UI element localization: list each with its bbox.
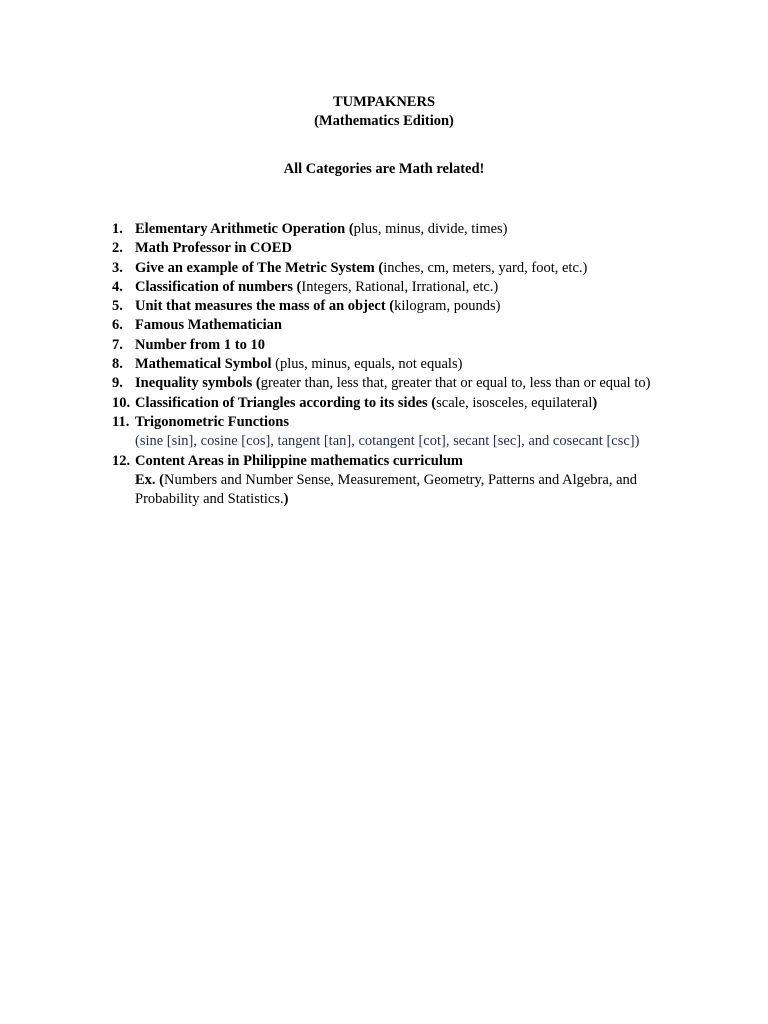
item-closing-paren: ) bbox=[592, 394, 598, 411]
item-examples: kilogram, pounds) bbox=[394, 298, 501, 315]
list-item bbox=[112, 374, 712, 393]
category-list bbox=[112, 220, 712, 509]
item-category: Elementary Arithmetic Operation ( bbox=[135, 221, 354, 237]
item-number: 5. bbox=[112, 298, 123, 315]
item-examples-line: (sine [sin], cosine [cos], tangent [tan], cotangent [cot], secant [sec], and cosecant [csc]) bbox=[135, 433, 640, 450]
item-number: 11. bbox=[112, 413, 130, 430]
list-item bbox=[112, 297, 712, 316]
item-closing-paren: ) bbox=[283, 491, 289, 508]
item-category: Mathematical Symbol bbox=[135, 356, 272, 373]
item-examples-line bbox=[135, 490, 712, 509]
item-number: 6. bbox=[112, 317, 123, 334]
item-category: Unit that measures the mass of an object ( bbox=[135, 298, 395, 315]
item-category: Classification of numbers ( bbox=[135, 278, 302, 295]
item-number: 3. bbox=[112, 259, 123, 276]
item-number: 9. bbox=[112, 375, 123, 392]
list-item bbox=[112, 394, 712, 413]
document-title: TUMPAKNERS bbox=[332, 94, 436, 110]
item-category: Math Professor in COED bbox=[135, 240, 292, 257]
item-examples: (plus, minus, equals, not equals) bbox=[271, 356, 463, 373]
item-number: 2. bbox=[112, 240, 123, 257]
list-item bbox=[112, 239, 712, 258]
list-item bbox=[112, 220, 712, 239]
list-item bbox=[112, 413, 712, 452]
item-category: Give an example of The Metric System ( bbox=[135, 259, 384, 276]
item-category: Content Areas in Philippine mathematics curriculum bbox=[135, 452, 463, 469]
list-item bbox=[112, 355, 712, 374]
item-examples: inches, cm, meters, yard, foot, etc.) bbox=[383, 259, 588, 276]
item-examples: plus, minus, divide, times) bbox=[353, 221, 508, 237]
document-subtitle: (Mathematics Edition) bbox=[314, 113, 454, 129]
item-number: 10. bbox=[112, 394, 131, 411]
item-category: Trigonometric Functions bbox=[135, 413, 289, 430]
list-item bbox=[112, 336, 712, 355]
list-item bbox=[112, 316, 712, 335]
list-item bbox=[112, 452, 712, 510]
list-item bbox=[112, 278, 712, 297]
example-text: Probability and Statistics. bbox=[135, 491, 284, 508]
item-number: 7. bbox=[112, 336, 123, 353]
example-prefix: Ex. ( bbox=[135, 471, 164, 488]
item-category: Classification of Triangles according to its sides ( bbox=[135, 394, 437, 411]
document-tagline: All Categories are Math related! bbox=[283, 161, 485, 177]
example-text: Numbers and Number Sense, Measurement, Geometry, Patterns and Algebra, and bbox=[164, 471, 637, 488]
item-number: 4. bbox=[112, 278, 123, 295]
item-examples: Integers, Rational, Irrational, etc.) bbox=[301, 278, 499, 295]
item-category: Number from 1 to 10 bbox=[135, 336, 265, 353]
item-category: Famous Mathematician bbox=[135, 317, 282, 334]
item-examples: scale, isosceles, equilateral bbox=[436, 394, 593, 411]
item-category: Inequality symbols ( bbox=[135, 375, 261, 392]
item-number: 1. bbox=[112, 221, 123, 237]
list-item bbox=[112, 259, 712, 278]
item-number: 12. bbox=[112, 452, 131, 469]
item-number: 8. bbox=[112, 356, 123, 373]
item-examples: greater than, less that, greater that or equal to, less than or equal to) bbox=[260, 375, 651, 392]
item-examples-line bbox=[135, 471, 712, 490]
